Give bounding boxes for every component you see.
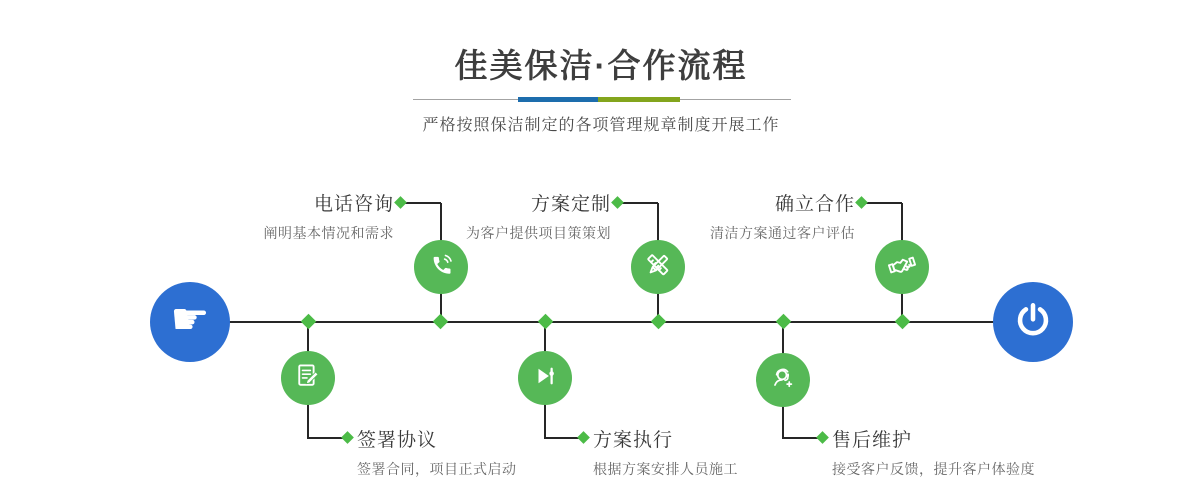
page-subtitle: 严格按照保洁制定的各项管理规章制度开展工作	[422, 117, 780, 134]
step-desc: 阐明基本情况和需求	[263, 225, 394, 241]
timeline-end-circle	[993, 282, 1073, 362]
step-icon-circle	[281, 351, 335, 405]
step-title: 方案执行	[593, 430, 674, 451]
step-icon-circle	[518, 351, 572, 405]
step-icon-circle	[875, 240, 929, 294]
step-title: 售后维护	[832, 430, 913, 451]
step-desc: 签署合同，项目正式启动	[357, 461, 517, 477]
timeline-node-diamond	[895, 314, 911, 330]
step-desc: 为客户提供项目策策划	[466, 225, 611, 241]
headset-plus-icon	[768, 363, 798, 398]
pointing-hand-icon: ☛	[170, 294, 210, 345]
step-label	[832, 425, 1035, 479]
step-icon-circle	[631, 240, 685, 294]
label-tick-diamond	[816, 431, 829, 444]
label-tick-diamond	[577, 431, 590, 444]
divider-blue-segment	[518, 97, 598, 102]
step-label	[357, 425, 517, 479]
step-label	[264, 189, 395, 243]
handshake-icon	[886, 249, 918, 286]
phone-icon	[426, 250, 456, 285]
step-title: 签署协议	[357, 430, 438, 451]
document-pen-icon	[293, 361, 323, 396]
timeline-node-diamond	[538, 314, 554, 330]
step-icon-circle	[756, 353, 810, 407]
label-tick-diamond	[611, 196, 624, 209]
timeline-node-diamond	[433, 314, 449, 330]
step-desc: 接受客户反馈，提升客户体验度	[832, 461, 1035, 477]
pencil-ruler-icon	[643, 250, 673, 285]
step-label	[593, 425, 738, 479]
step-title: 电话咨询	[313, 194, 394, 215]
divider-olive-segment	[598, 97, 680, 102]
step-icon-circle	[414, 240, 468, 294]
step-label	[710, 189, 855, 243]
page-title: 佳美保洁·合作流程	[454, 47, 748, 84]
timeline-node-diamond	[301, 314, 317, 330]
label-tick-diamond	[855, 196, 868, 209]
play-step-icon	[530, 361, 560, 396]
step-label	[466, 189, 611, 243]
timeline-node-diamond	[651, 314, 667, 330]
step-desc: 根据方案安排人员施工	[593, 461, 738, 477]
step-title: 方案定制	[530, 194, 611, 215]
timeline-node-diamond	[776, 314, 792, 330]
title-divider	[413, 97, 791, 102]
step-desc: 清洁方案通过客户评估	[710, 225, 855, 241]
timeline-start-circle	[150, 282, 230, 362]
power-icon	[1012, 299, 1054, 346]
label-tick-diamond	[394, 196, 407, 209]
label-tick-diamond	[341, 431, 354, 444]
step-title: 确立合作	[774, 194, 855, 215]
